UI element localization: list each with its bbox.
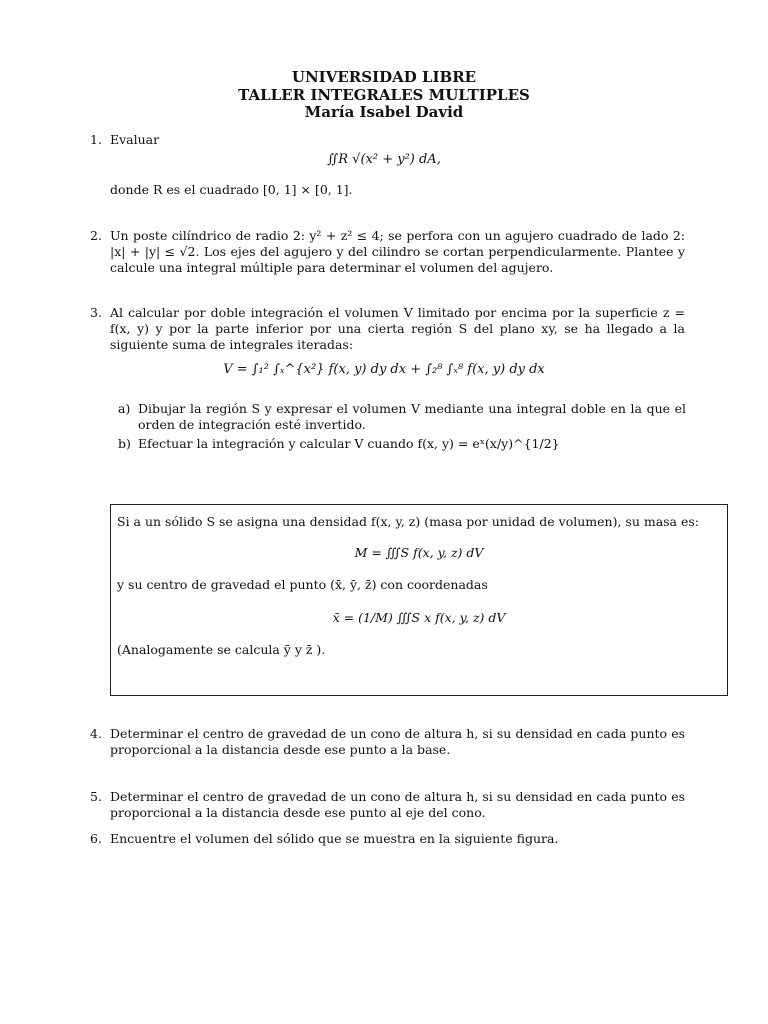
problem-2-number: 2. [90, 228, 102, 243]
university-title: UNIVERSIDAD LIBRE [291, 68, 477, 86]
problem-6-text: Encuentre el volumen del sólido que se muestra en la siguiente figura. [110, 831, 559, 846]
box-line-3: (Analogamente se calcula ȳ y z̄ ). [117, 642, 326, 657]
problem-4-number: 4. [90, 726, 102, 741]
problem-4-text: Determinar el centro de gravedad de un cono de altura h, si su densidad en cada punto es proporcional a la distancia desde ese punto a la base. [110, 726, 685, 757]
problem-5-text: Determinar el centro de gravedad de un cono de altura h, si su densidad en cada punto es proporcional a la distancia desde ese punto al eje del cono. [110, 789, 685, 820]
problem-2-text: Un poste cilíndrico de radio 2: y² + z² ≤ 4; se perfora con un agujero cuadrado de lado 2: |x| + |y| ≤ √2. Los ejes del agujero y del cilindro se cortan perpendicularmente. Plantee y calcule una integral múltiple para determinar el volumen del agujero. [110, 228, 685, 275]
problem-5-number: 5. [90, 789, 102, 804]
center-of-gravity-box [110, 504, 728, 696]
problem-1-intro: Evaluar [110, 132, 160, 147]
problem-3a-label: a) [118, 401, 131, 416]
author-name: María Isabel David [304, 103, 464, 121]
problem-6-number: 6. [90, 831, 102, 846]
course-title: TALLER INTEGRALES MULTIPLES [238, 86, 530, 104]
box-mass-equation: M = ∭S f(x, y, z) dV [354, 545, 484, 560]
box-line-2: y su centro de gravedad el punto (x̄, ȳ, z̄) con coordenadas [117, 577, 488, 592]
box-centroid-equation: x̄ = (1/M) ∭S x f(x, y, z) dV [332, 610, 506, 625]
problem-1-after: donde R es el cuadrado [0, 1] × [0, 1]. [110, 182, 353, 197]
problem-1-number: 1. [90, 132, 102, 147]
problem-3b-label: b) [118, 436, 131, 451]
problem-3-number: 3. [90, 305, 102, 320]
box-line-1: Si a un sólido S se asigna una densidad f(x, y, z) (masa por unidad de volumen), su masa es: [117, 514, 700, 529]
problem-3b-text: Efectuar la integración y calcular V cuando f(x, y) = eˣ(x/y)^{1/2} [138, 436, 560, 451]
problem-3a-text: Dibujar la región S y expresar el volumen V mediante una integral doble en la que el orden de integración esté invertido. [138, 401, 686, 432]
problem-1-equation: ∬R √(x² + y²) dA, [327, 152, 441, 167]
problem-3-equation: V = ∫₁² ∫ₓ^{x²} f(x, y) dy dx + ∫₂⁸ ∫ₓ⁸ f(x, y) dy dx [223, 362, 545, 377]
problem-3-text: Al calcular por doble integración el volumen V limitado por encima por la superficie z = f(x, y) y por la parte inferior por una cierta región S del plano xy, se ha llegado a la siguiente suma de integrales iteradas: [110, 305, 685, 352]
